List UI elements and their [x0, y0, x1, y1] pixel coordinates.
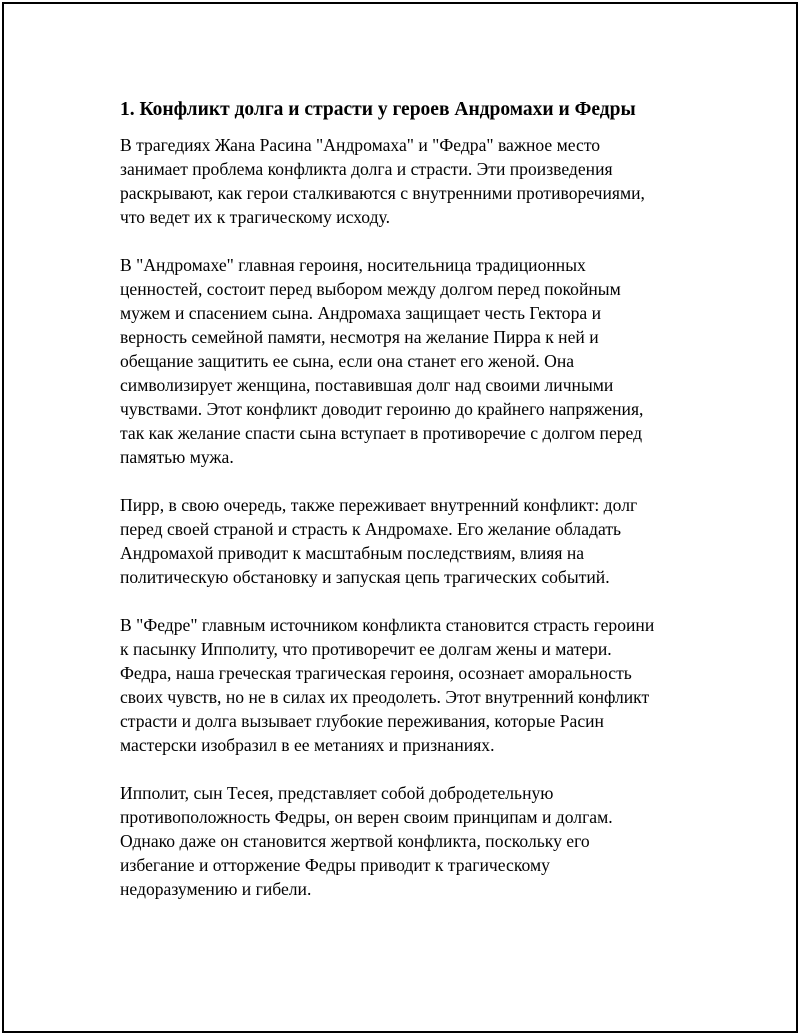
paragraph-pyrrhus: [120, 493, 700, 589]
text-line: ценностей, состоит перед выбором между долгом перед покойным: [120, 279, 621, 299]
text-line: что ведет их к трагическому исходу.: [120, 207, 390, 227]
text-line: памятью мужа.: [120, 447, 234, 467]
text-line: В "Андромахе" главная героиня, носительница традиционных: [120, 255, 586, 275]
text-line: страсти и долга вызывает глубокие переживания, которые Расин: [120, 711, 604, 731]
text-line: Андромахой приводит к масштабным последствиям, влияя на: [120, 543, 585, 563]
text-line: к пасынку Ипполиту, что противоречит ее долгам жены и матери.: [120, 639, 612, 659]
text-line: Ипполит, сын Тесея, представляет собой добродетельную: [120, 783, 554, 803]
paragraph-andromache: [120, 253, 700, 469]
text-line: Федра, наша греческая трагическая героиня, осознает аморальность: [120, 663, 632, 683]
text-line: политическую обстановку и запуская цепь трагических событий.: [120, 567, 610, 587]
text-line: В трагедиях Жана Расина "Андромаха" и "Федра" важное место: [120, 135, 601, 155]
paragraph-phaedra: [120, 613, 700, 757]
text-line: верность семейной памяти, несмотря на желание Пирра к ней и: [120, 327, 599, 347]
text-line: Пирр, в свою очередь, также переживает внутренний конфликт: долг: [120, 495, 638, 515]
text-line: В "Федре" главным источником конфликта становится страсть героини: [120, 615, 655, 635]
text-line: так как желание спасти сына вступает в противоречие с долгом перед: [120, 423, 643, 443]
text-line: раскрывают, как герои сталкиваются с внутренними противоречиями,: [120, 183, 645, 203]
text-line: избегание и отторжение Федры приводит к трагическому: [120, 855, 550, 875]
text-line: мужем и спасением сына. Андромаха защищает честь Гектора и: [120, 303, 602, 323]
paragraph-intro: [120, 133, 700, 229]
text-line: Однако даже он становится жертвой конфликта, поскольку его: [120, 831, 590, 851]
text-line: мастерски изобразил в ее метаниях и признаниях.: [120, 735, 495, 755]
section-heading: 1. Конфликт долга и страсти у героев Андромахи и Федры: [120, 99, 636, 120]
document-page: [2, 2, 798, 1033]
text-line: недоразумению и гибели.: [120, 879, 312, 899]
paragraph-hippolytus: [120, 781, 700, 901]
text-line: перед своей страной и страсть к Андромахе. Его желание обладать: [120, 519, 622, 539]
text-line: символизирует женщина, поставившая долг над своими личными: [120, 375, 614, 395]
text-line: чувствами. Этот конфликт доводит героиню до крайнего напряжения,: [120, 399, 644, 419]
text-line: занимает проблема конфликта долга и страсти. Эти произведения: [120, 159, 613, 179]
text-line: обещание защитить ее сына, если она станет его женой. Она: [120, 351, 575, 371]
document-body: [120, 98, 700, 925]
text-line: своих чувств, но не в силах их преодолеть. Этот внутренний конфликт: [120, 687, 650, 707]
text-line: противоположность Федры, он верен своим принципам и долгам.: [120, 807, 613, 827]
